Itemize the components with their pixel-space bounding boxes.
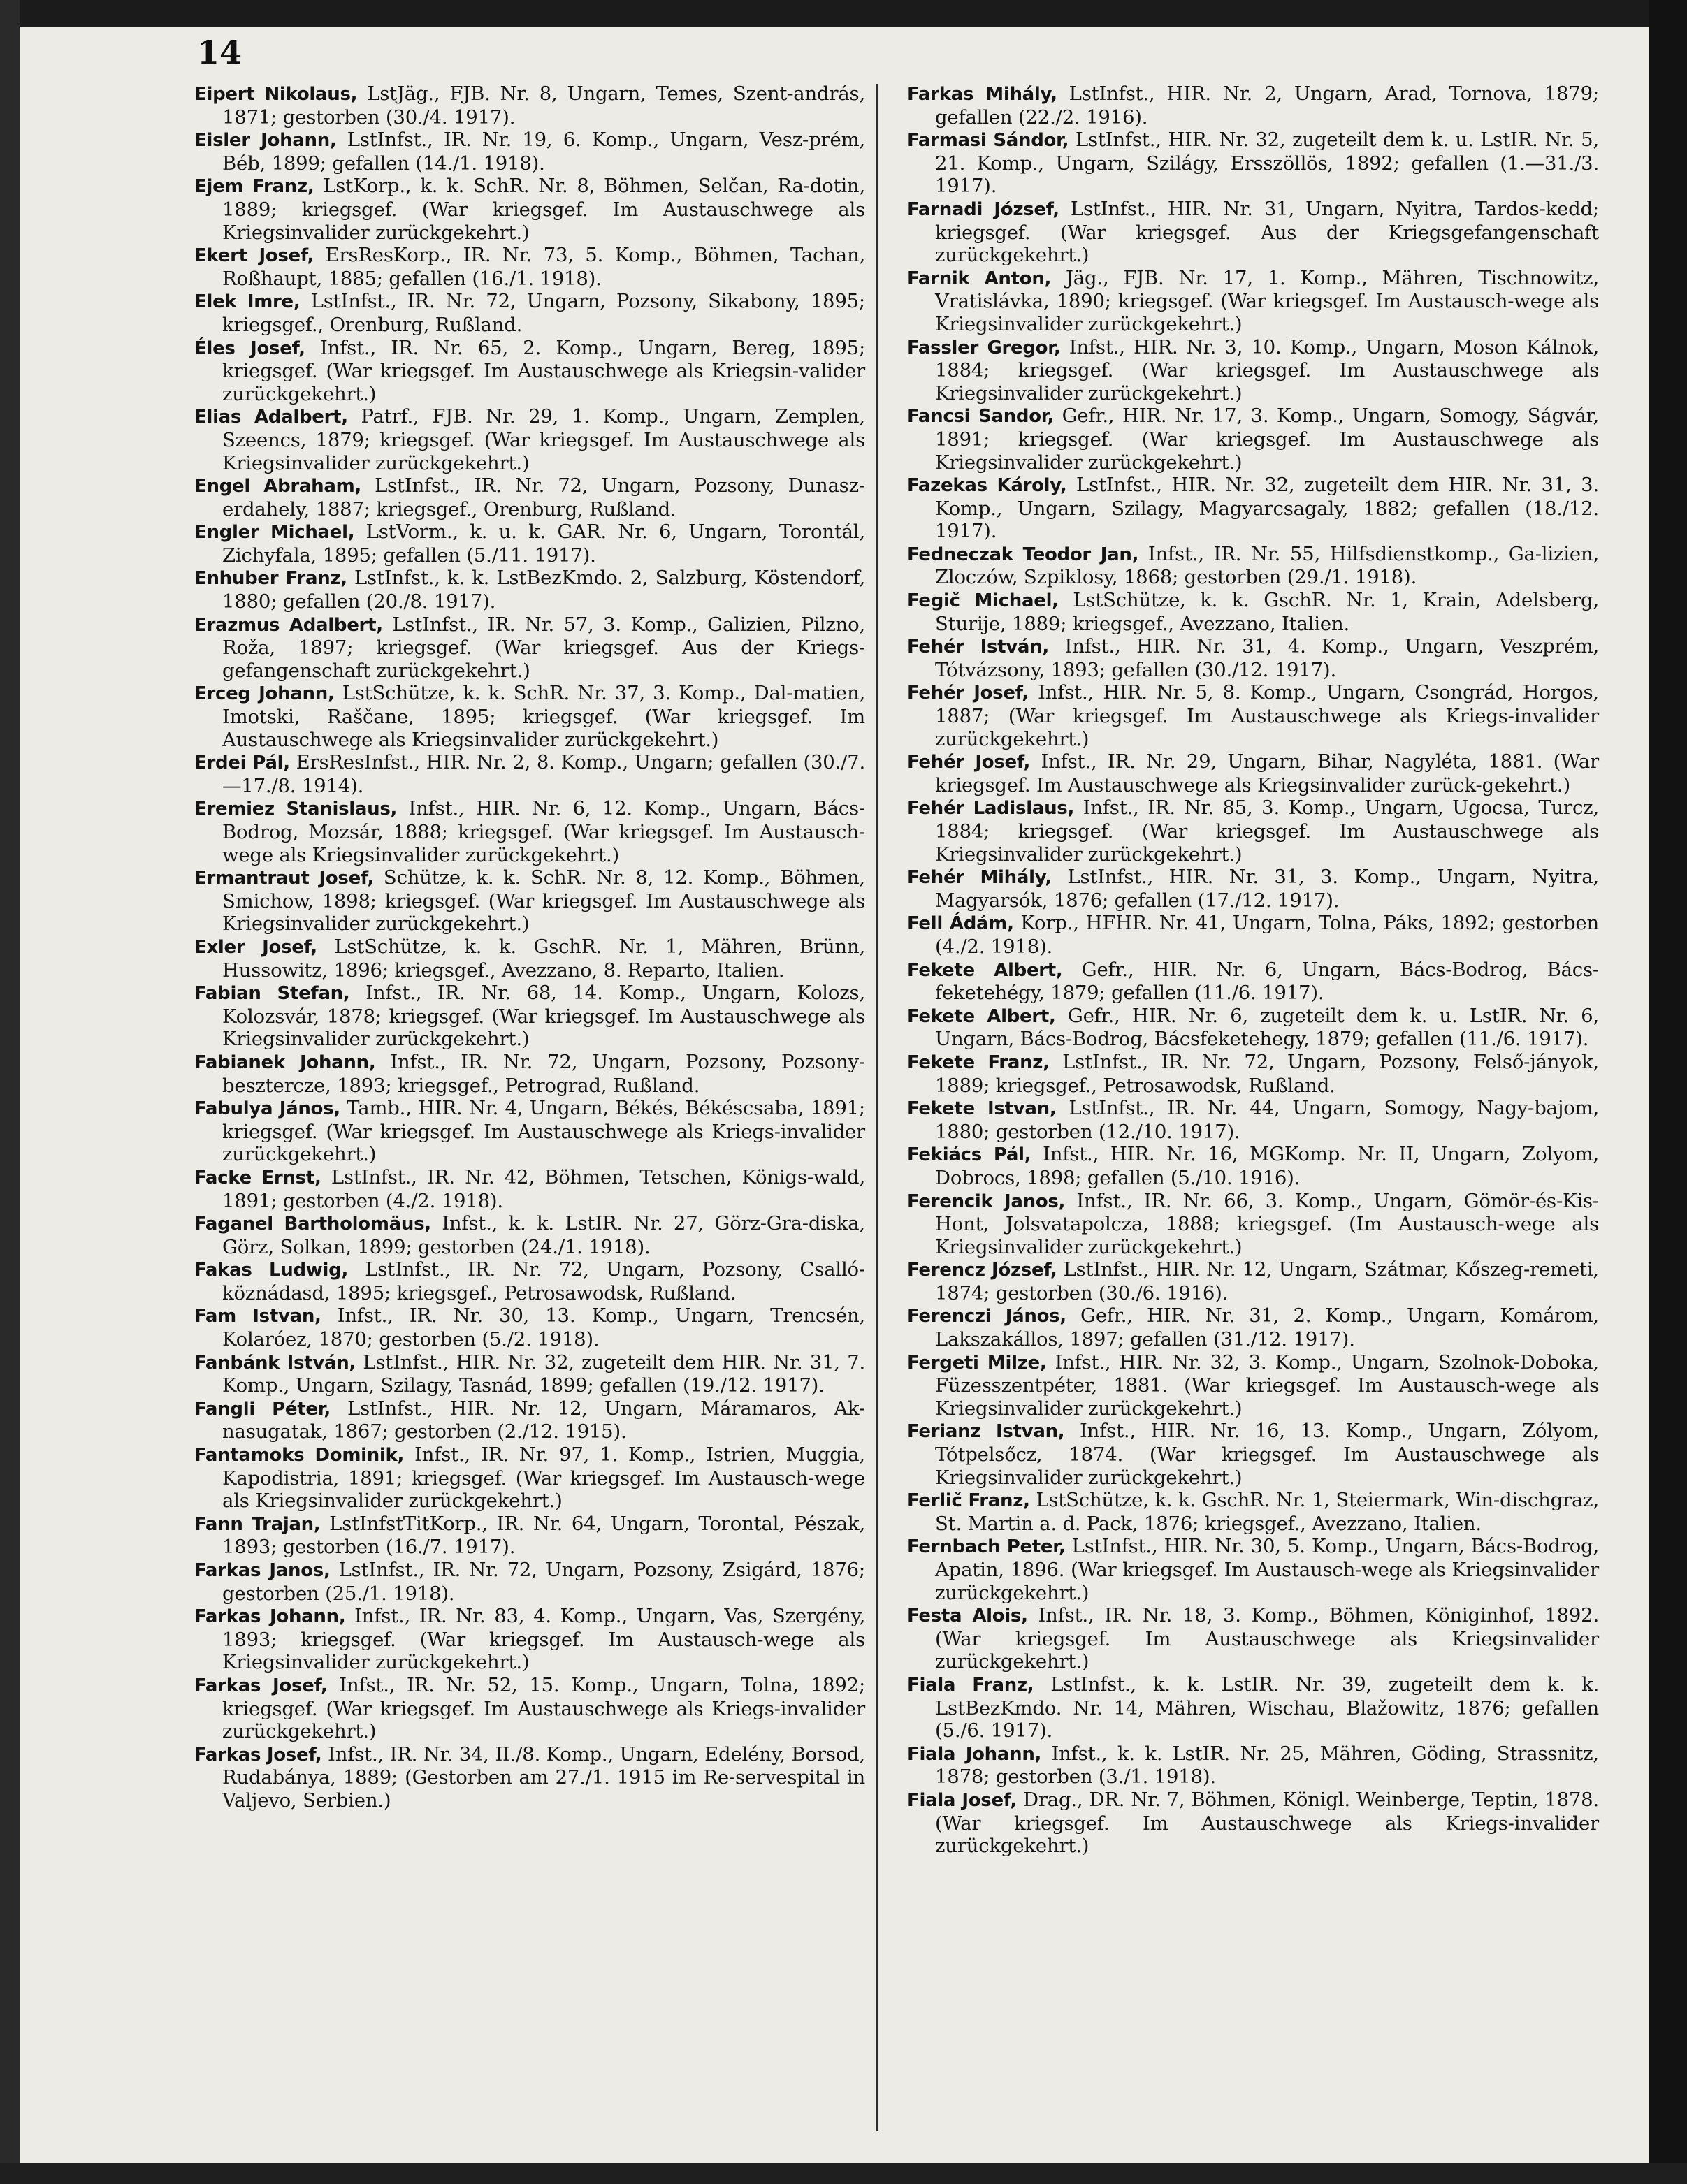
- entry-details: LstInfst., HIR. Nr. 32, zugeteilt dem HIR. Nr. 31, 7. Komp., Ungarn, Szilagy, Tasnád, 1899; gefallen (19./12. 1917).: [222, 1351, 865, 1397]
- casualty-entry: [907, 1673, 1599, 1742]
- entry-name: Farkas Janos,: [194, 1560, 331, 1581]
- entry-name: Farkas Josef,: [194, 1675, 328, 1696]
- entry-name: Fassler Gregor,: [907, 337, 1061, 358]
- casualty-entry: [194, 982, 865, 1051]
- casualty-entry: [194, 1304, 865, 1351]
- entry-details: LstInfst., k. k. LstBezKmdo. 2, Salzburg, Köstendorf, 1880; gefallen (20./8. 1917).: [222, 567, 865, 613]
- entry-details: Infst., IR. Nr. 30, 13. Komp., Ungarn, Trencsén, Kolaróez, 1870; gestorben (5./2. 1918).: [222, 1304, 865, 1351]
- casualty-entry: [194, 337, 865, 406]
- entry-details: Infst., IR. Nr. 55, Hilfsdienstkomp., Ga-lizien, Zloczów, Szpiklosy, 1868; gestorben (29./1. 1918).: [935, 542, 1599, 589]
- casualty-entry: [907, 1489, 1599, 1535]
- column-divider: [876, 84, 878, 2131]
- scan-border-top: [0, 0, 1687, 27]
- entry-name: Fiala Franz,: [907, 1674, 1034, 1696]
- casualty-entry: [194, 1559, 865, 1605]
- entry-details: Infst., HIR. Nr. 16, MGKomp. Nr. II, Ungarn, Zolyom, Dobrocs, 1898; gefallen (5./10. 1916).: [935, 1143, 1599, 1189]
- entry-name: Farmasi Sándor,: [907, 130, 1069, 152]
- entry-name: Erazmus Adalbert,: [194, 614, 383, 636]
- casualty-entry: [907, 796, 1599, 866]
- casualty-entry: [907, 866, 1599, 912]
- entry-name: Fakas Ludwig,: [194, 1260, 349, 1281]
- entry-name: Fabulya János,: [194, 1098, 340, 1120]
- page-number: 14: [197, 34, 242, 71]
- entry-details: Infst., HIR. Nr. 3, 10. Komp., Ungarn, Moson Kálnok, 1884; kriegsgef. (War kriegsgef. Im Austauschwege als Kriegsinvalider zurückgekehrt.): [935, 335, 1599, 405]
- entry-name: Faganel Bartholomäus,: [194, 1214, 431, 1235]
- entry-name: Fiala Josef,: [907, 1789, 1017, 1811]
- entry-details: Infst., IR. Nr. 97, 1. Komp., Istrien, Muggia, Kapodistria, 1891; kriegsgef. (War kriegsgef. Im Austausch-wege als Kriegsinvalider zurückgekehrt.): [222, 1443, 865, 1513]
- entry-name: Fangli Péter,: [194, 1398, 331, 1420]
- entry-details: Infst., IR. Nr. 18, 3. Komp., Böhmen, Königinhof, 1892. (War kriegsgef. Im Austauschwege als Kriegsinvalider zurückgekehrt.): [935, 1604, 1599, 1673]
- entry-name: Fehér Josef,: [907, 683, 1029, 704]
- entry-details: Infst., IR. Nr. 85, 3. Komp., Ungarn, Ugocsa, Turcz, 1884; kriegsgef. (War kriegsgef. Im Austauschwege als Kriegsinvalider zurückgekehrt.): [935, 796, 1599, 866]
- casualty-entry: [907, 1420, 1599, 1489]
- casualty-entry: [907, 267, 1599, 336]
- casualty-entry: [194, 244, 865, 290]
- entry-name: Fekiács Pál,: [907, 1144, 1031, 1166]
- left-column: [194, 82, 865, 1812]
- entry-name: Fell Ádám,: [907, 913, 1014, 935]
- entry-name: Fegič Michael,: [907, 590, 1059, 612]
- casualty-entry: [194, 1351, 865, 1397]
- entry-details: Infst., IR. Nr. 83, 4. Komp., Ungarn, Vas, Szergény, 1893; kriegsgef. (War kriegsgef. Im Austausch-wege als Kriegsinvalider zurückgekehrt.): [222, 1605, 865, 1674]
- casualty-entry: [907, 405, 1599, 474]
- entry-name: Farkas Josef,: [194, 1744, 322, 1766]
- casualty-entry: [907, 474, 1599, 543]
- casualty-entry: [907, 589, 1599, 635]
- casualty-entry: [194, 1674, 865, 1743]
- casualty-entry: [907, 959, 1599, 1005]
- entry-details: Infst., HIR. Nr. 5, 8. Komp., Ungarn, Csongrád, Horgos, 1887; (War kriegsgef. Im Austauschwege als Kriegs-invalider zurückgekehrt.): [935, 681, 1599, 750]
- casualty-entry: [907, 1789, 1599, 1858]
- casualty-entry: [194, 290, 865, 336]
- scan-border-left: [0, 0, 20, 2184]
- entry-name: Fancsi Sandor,: [907, 406, 1055, 428]
- entry-name: Ferlič Franz,: [907, 1490, 1030, 1512]
- entry-details: LstInfst., IR. Nr. 42, Böhmen, Tetschen, Königs-wald, 1891; gestorben (4./2. 1918).: [222, 1165, 866, 1212]
- casualty-entry: [907, 1258, 1599, 1304]
- entry-name: Ekert Josef,: [194, 245, 314, 267]
- entry-details: Infst., IR. Nr. 52, 15. Komp., Ungarn, Tolna, 1892; kriegsgef. (War kriegsgef. Im Austauschwege als Kriegs-invalider zurückgekehrt.): [222, 1673, 866, 1743]
- entry-details: Drag., DR. Nr. 7, Böhmen, Königl. Weinberge, Teptin, 1878. (War kriegsgef. Im Austauschwege als Kriegs-invalider zurückgekehrt.): [935, 1788, 1599, 1858]
- casualty-entry: [194, 1097, 865, 1166]
- entry-details: ErsResKorp., IR. Nr. 73, 5. Komp., Böhmen, Tachan, Roßhaupt, 1885; gefallen (16./1. 1918).: [222, 244, 865, 290]
- casualty-entry: [907, 336, 1599, 405]
- entry-name: Engel Abraham,: [194, 476, 361, 497]
- casualty-entry: [907, 750, 1599, 796]
- entry-name: Fazekas Károly,: [907, 475, 1067, 497]
- entry-name: Fernbach Peter,: [907, 1536, 1066, 1558]
- entry-details: Gefr., HIR. Nr. 17, 3. Komp., Ungarn, Somogy, Ságvár, 1891; kriegsgef. (War kriegsgef. Im Austauschwege als Kriegsinvalider zurückgekehrt.): [935, 405, 1600, 474]
- casualty-entry: [194, 1166, 865, 1212]
- entry-details: Gefr., HIR. Nr. 31, 2. Komp., Ungarn, Komárom, Lakszakállos, 1897; gefallen (31./12. 1917).: [935, 1304, 1599, 1351]
- entry-details: LstInfstTitKorp., IR. Nr. 64, Ungarn, Torontal, Pészak, 1893; gestorben (16./7. 1917).: [222, 1512, 865, 1559]
- casualty-entry: [194, 520, 865, 567]
- entry-details: Jäg., FJB. Nr. 17, 1. Komp., Mähren, Tischnowitz, Vratislávka, 1890; kriegsgef. (War kriegsgef. Im Austausch-wege als Kriegsinvalider zurückgekehrt.): [935, 266, 1599, 335]
- entry-details: Patrf., FJB. Nr. 29, 1. Komp., Ungarn, Zemplen, Szeencs, 1879; kriegsgef. (War kriegsgef. Im Austauschwege als Kriegsinvalider zurückgekehrt.): [222, 405, 865, 474]
- entry-name: Fehér Josef,: [907, 752, 1031, 773]
- entry-details: LstInfst., HIR. Nr. 32, zugeteilt dem k. u. LstIR. Nr. 5, 21. Komp., Ungarn, Szilágy, Ersszöllös, 1892; gefallen (1.—31./3. 1917).: [935, 129, 1599, 198]
- casualty-entry: [194, 1605, 865, 1674]
- casualty-entry: [907, 635, 1599, 681]
- entry-name: Eipert Nikolaus,: [194, 84, 358, 105]
- casualty-entry: [194, 1258, 865, 1304]
- entry-details: Infst., HIR. Nr. 16, 13. Komp., Ungarn, Zólyom, Tótpelsőcz, 1874. (War kriegsgef. Im Austauschwege als Kriegsinvalider zurückgekehrt.): [935, 1420, 1599, 1489]
- casualty-entry: [194, 82, 865, 129]
- entry-details: LstInfst., HIR. Nr. 12, Ungarn, Máramaros, Ak-nasugatak, 1867; gestorben (2./12. 1915).: [222, 1397, 865, 1443]
- entry-details: LstInfst., HIR. Nr. 2, Ungarn, Arad, Tornova, 1879; gefallen (22./2. 1916).: [935, 82, 1599, 129]
- entry-name: Farkas Johann,: [194, 1606, 346, 1628]
- scan-border-bottom: [0, 2163, 1687, 2184]
- entry-details: Infst., IR. Nr. 66, 3. Komp., Ungarn, Gömör-és-Kis-Hont, Jolsvatapolcza, 1888; kriegsgef. (Im Austausch-wege als Kriegsinvalider zurückgekehrt.): [935, 1189, 1600, 1258]
- entry-name: Fekete Franz,: [907, 1051, 1050, 1073]
- casualty-entry: [194, 1743, 865, 1812]
- entry-details: LstSchütze, k. k. SchR. Nr. 37, 3. Komp., Dal-matien, Imotski, Raščane, 1895; kriegsgef. (War kriegsgef. Im Austauschwege als Kriegsinvalider zurückgekehrt.): [222, 682, 865, 751]
- entry-details: Infst., HIR. Nr. 32, 3. Komp., Ungarn, Szolnok-Doboka, Füzesszentpéter, 1881. (War kriegsgef. Im Austausch-wege als Kriegsinvalider zurückgekehrt.): [935, 1351, 1599, 1420]
- entry-name: Ferencik Janos,: [907, 1191, 1066, 1212]
- entry-details: Infst., IR. Nr. 29, Ungarn, Bihar, Nagyléta, 1881. (War kriegsgef. Im Austauschwege als Kriegsinvalider zurück-gekehrt.): [935, 750, 1599, 796]
- casualty-entry: [907, 198, 1599, 267]
- entry-name: Fehér Mihály,: [907, 867, 1052, 889]
- casualty-entry: [907, 681, 1599, 750]
- entry-name: Ferianz Istvan,: [907, 1421, 1065, 1443]
- entry-details: LstInfst., HIR. Nr. 31, 3. Komp., Ungarn, Nyitra, Magyarsók, 1876; gefallen (17./12. 1917).: [935, 866, 1599, 912]
- entry-details: Infst., k. k. LstIR. Nr. 27, Görz-Gra-diska, Görz, Solkan, 1899; gestorben (24./1. 1918).: [222, 1212, 865, 1258]
- entry-details: LstInfst., IR. Nr. 72, Ungarn, Pozsony, Zsigárd, 1876; gestorben (25./1. 1918).: [222, 1559, 865, 1605]
- entry-details: Infst., IR. Nr. 65, 2. Komp., Ungarn, Bereg, 1895; kriegsgef. (War kriegsgef. Im Austauschwege als Kriegsin-valider zurückgekehrt.): [222, 336, 866, 405]
- casualty-entry: [907, 129, 1599, 198]
- entry-name: Erceg Johann,: [194, 683, 335, 705]
- entry-name: Fann Trajan,: [194, 1513, 321, 1535]
- entry-name: Eremiez Stanislaus,: [194, 799, 398, 820]
- casualty-entry: [907, 1304, 1599, 1351]
- entry-name: Erdei Pál,: [194, 752, 290, 774]
- entry-name: Fekete Istvan,: [907, 1098, 1057, 1120]
- entry-details: ErsResInfst., HIR. Nr. 2, 8. Komp., Ungarn; gefallen (30./7.—17./8. 1914).: [222, 751, 866, 797]
- casualty-entry: [194, 797, 865, 866]
- entry-details: Infst., IR. Nr. 68, 14. Komp., Ungarn, Kolozs, Kolozsvár, 1878; kriegsgef. (War kriegsgef. Im Austauschwege als Kriegsinvalider zurückgekehrt.): [222, 982, 865, 1051]
- entry-details: Schütze, k. k. SchR. Nr. 8, 12. Komp., Böhmen, Smichow, 1898; kriegsgef. (War kriegsgef. Im Austauschwege als Kriegsinvalider zurückgekehrt.): [222, 866, 865, 936]
- entry-name: Fehér István,: [907, 636, 1049, 658]
- entry-details: LstInfst., IR. Nr. 44, Ungarn, Somogy, Nagy-bajom, 1880; gestorben (12./10. 1917).: [935, 1097, 1599, 1143]
- entry-name: Fekete Albert,: [907, 1005, 1056, 1027]
- entry-name: Fantamoks Dominik,: [194, 1445, 405, 1466]
- casualty-entry: [907, 1604, 1599, 1673]
- entry-details: LstJäg., FJB. Nr. 8, Ungarn, Temes, Szent-andrás, 1871; gestorben (30./4. 1917).: [222, 82, 865, 129]
- casualty-entry: [907, 1190, 1599, 1259]
- casualty-entry: [907, 1097, 1599, 1143]
- entry-details: Tamb., HIR. Nr. 4, Ungarn, Békés, Békéscsaba, 1891; kriegsgef. (War kriegsgef. Im Austauschwege als Kriegs-invalider zurückgekehrt.): [222, 1097, 865, 1166]
- entry-details: LstSchütze, k. k. GschR. Nr. 1, Mähren, Brünn, Hussowitz, 1896; kriegsgef., Avezzano, 8. Reparto, Italien.: [222, 935, 865, 982]
- casualty-entry: [194, 751, 865, 797]
- entry-name: Facke Ernst,: [194, 1167, 321, 1188]
- entry-details: Korp., HFHR. Nr. 41, Ungarn, Tolna, Páks, 1892; gestorben (4./2. 1918).: [935, 912, 1599, 958]
- entry-details: Gefr., HIR. Nr. 6, zugeteilt dem k. u. LstIR. Nr. 6, Ungarn, Bács-Bodrog, Bácsfeketehegy, 1879; gefallen (11./6. 1917).: [935, 1004, 1600, 1051]
- entry-name: Éles Josef,: [194, 337, 305, 359]
- entry-name: Farnadi József,: [907, 198, 1059, 220]
- casualty-entry: [194, 1397, 865, 1443]
- entry-details: LstInfst., IR. Nr. 72, Ungarn, Pozsony, Dunasz-erdahely, 1887; kriegsgef., Orenburg, Rußland.: [222, 474, 865, 520]
- scan-border-right: [1649, 0, 1687, 2184]
- entry-name: Elias Adalbert,: [194, 407, 348, 428]
- entry-details: Infst., HIR. Nr. 6, 12. Komp., Ungarn, Bács-Bodrog, Mozsár, 1888; kriegsgef. (War kriegsgef. Im Austausch-wege als Kriegsinvalider zurückgekehrt.): [222, 797, 865, 866]
- entry-details: LstSchütze, k. k. GschR. Nr. 1, Krain, Adelsberg, Sturije, 1889; kriegsgef., Avezzano, Italien.: [935, 589, 1599, 635]
- entry-name: Festa Alois,: [907, 1606, 1028, 1627]
- casualty-entry: [194, 866, 865, 936]
- entry-name: Ermantraut Josef,: [194, 868, 375, 889]
- entry-name: Ferencz József,: [907, 1260, 1057, 1281]
- casualty-entry: [194, 474, 865, 520]
- entry-details: LstInfst., HIR. Nr. 31, Ungarn, Nyitra, Tardos-kedd; kriegsgef. (War kriegsgef. Aus der Kriegsgefangenschaft zurückgekehrt.): [935, 197, 1600, 267]
- entry-details: LstInfst., k. k. LstIR. Nr. 39, zugeteilt dem k. k. LstBezKmdo. Nr. 14, Mähren, Wischau, Blažowitz, 1876; gefallen (5./6. 1917).: [935, 1673, 1599, 1742]
- casualty-entry: [194, 1513, 865, 1559]
- casualty-entry: [194, 567, 865, 613]
- entry-name: Ejem Franz,: [194, 176, 314, 198]
- entry-name: Eisler Johann,: [194, 130, 337, 152]
- casualty-entry: [194, 1212, 865, 1258]
- entry-details: Infst., IR. Nr. 72, Ungarn, Pozsony, Pozsony-besztercze, 1893; kriegsgef., Petrograd, Rußland.: [222, 1050, 865, 1097]
- casualty-entry: [194, 129, 865, 175]
- entry-name: Fabian Stefan,: [194, 983, 350, 1005]
- entry-details: Infst., k. k. LstIR. Nr. 25, Mähren, Göding, Strassnitz, 1878; gestorben (3./1. 1918).: [935, 1742, 1599, 1789]
- casualty-entry: [194, 405, 865, 474]
- entry-details: LstInfst., HIR. Nr. 12, Ungarn, Szátmar, Kőszeg-remeti, 1874; gestorben (30./6. 1916).: [935, 1258, 1599, 1304]
- entry-name: Farkas Mihály,: [907, 84, 1057, 105]
- entry-details: LstVorm., k. u. k. GAR. Nr. 6, Ungarn, Torontál, Zichyfala, 1895; gefallen (5./11. 1917).: [222, 520, 865, 567]
- casualty-entry: [907, 1351, 1599, 1420]
- entry-name: Fanbánk István,: [194, 1352, 356, 1374]
- casualty-entry: [907, 1005, 1599, 1051]
- entry-name: Fam Istvan,: [194, 1306, 321, 1327]
- casualty-entry: [907, 1143, 1599, 1189]
- entry-details: LstInfst., HIR. Nr. 30, 5. Komp., Ungarn, Bács-Bodrog, Apatin, 1896. (War kriegsgef. Im Austausch-wege als Kriegsinvalider zurückgekehrt.): [935, 1535, 1599, 1604]
- casualty-entry: [194, 613, 865, 683]
- entry-name: Farnik Anton,: [907, 268, 1052, 289]
- entry-name: Fehér Ladislaus,: [907, 798, 1075, 820]
- entry-name: Fiala Johann,: [907, 1743, 1042, 1765]
- entry-details: Infst., HIR. Nr. 31, 4. Komp., Ungarn, Veszprém, Tótvázsony, 1893; gefallen (30./12. 1917).: [935, 635, 1599, 681]
- entry-details: LstKorp., k. k. SchR. Nr. 8, Böhmen, Selčan, Ra-dotin, 1889; kriegsgef. (War kriegsgef. Im Austauschwege als Kriegsinvalider zurückgekehrt.): [222, 175, 865, 244]
- entry-name: Enhuber Franz,: [194, 568, 347, 590]
- right-column: [907, 82, 1599, 1858]
- entry-details: LstInfst., IR. Nr. 57, 3. Komp., Galizien, Pilzno, Roža, 1897; kriegsgef. (War kriegsgef. Aus der Kriegs-gefangenschaft zurückgekehrt.): [222, 613, 865, 682]
- casualty-entry: [907, 912, 1599, 958]
- entry-details: LstSchütze, k. k. GschR. Nr. 1, Steiermark, Win-dischgraz, St. Martin a. d. Pack, 1876; kriegsgef., Avezzano, Italien.: [935, 1489, 1599, 1535]
- casualty-entry: [907, 1742, 1599, 1789]
- casualty-entry: [907, 82, 1599, 129]
- entry-name: Exler Josef,: [194, 936, 317, 958]
- casualty-entry: [194, 682, 865, 751]
- entry-details: LstInfst., IR. Nr. 72, Ungarn, Pozsony, Felső-jányok, 1889; kriegsgef., Petrosawodsk, Rußland.: [935, 1050, 1599, 1097]
- casualty-entry: [194, 1051, 865, 1097]
- casualty-entry: [194, 175, 865, 244]
- entry-details: LstInfst., IR. Nr. 72, Ungarn, Pozsony, Sikabony, 1895; kriegsgef., Orenburg, Rußland.: [222, 290, 865, 336]
- entry-name: Fedneczak Teodor Jan,: [907, 544, 1139, 565]
- entry-details: LstInfst., HIR. Nr. 32, zugeteilt dem HIR. Nr. 31, 3. Komp., Ungarn, Szilagy, Magyarcsagaly, 1882; gefallen (18./12. 1917).: [935, 474, 1599, 543]
- entry-details: LstInfst., IR. Nr. 72, Ungarn, Pozsony, Csalló-köznádasd, 1895; kriegsgef., Petrosawodsk, Rußland.: [222, 1258, 865, 1304]
- entry-name: Ferenczi János,: [907, 1306, 1066, 1327]
- entry-name: Fergeti Milze,: [907, 1352, 1047, 1374]
- entry-name: Fabianek Johann,: [194, 1051, 376, 1073]
- casualty-entry: [194, 1443, 865, 1513]
- entry-details: Gefr., HIR. Nr. 6, Ungarn, Bács-Bodrog, Bács-feketehégy, 1879; gefallen (11./6. 1917).: [935, 958, 1600, 1005]
- casualty-entry: [907, 1535, 1599, 1604]
- entry-name: Fekete Albert,: [907, 959, 1063, 981]
- casualty-entry: [194, 936, 865, 982]
- entry-name: Elek Imre,: [194, 291, 301, 313]
- casualty-entry: [907, 543, 1599, 589]
- entry-details: Infst., IR. Nr. 34, II./8. Komp., Ungarn, Edelény, Borsod, Rudabánya, 1889; (Gestorben am 27./1. 1915 im Re-servespital in Valjevo, Serbien.): [222, 1742, 865, 1812]
- entry-details: LstInfst., IR. Nr. 19, 6. Komp., Ungarn, Vesz-prém, Béb, 1899; gefallen (14./1. 1918).: [222, 129, 865, 175]
- entry-name: Engler Michael,: [194, 522, 355, 544]
- casualty-entry: [907, 1051, 1599, 1097]
